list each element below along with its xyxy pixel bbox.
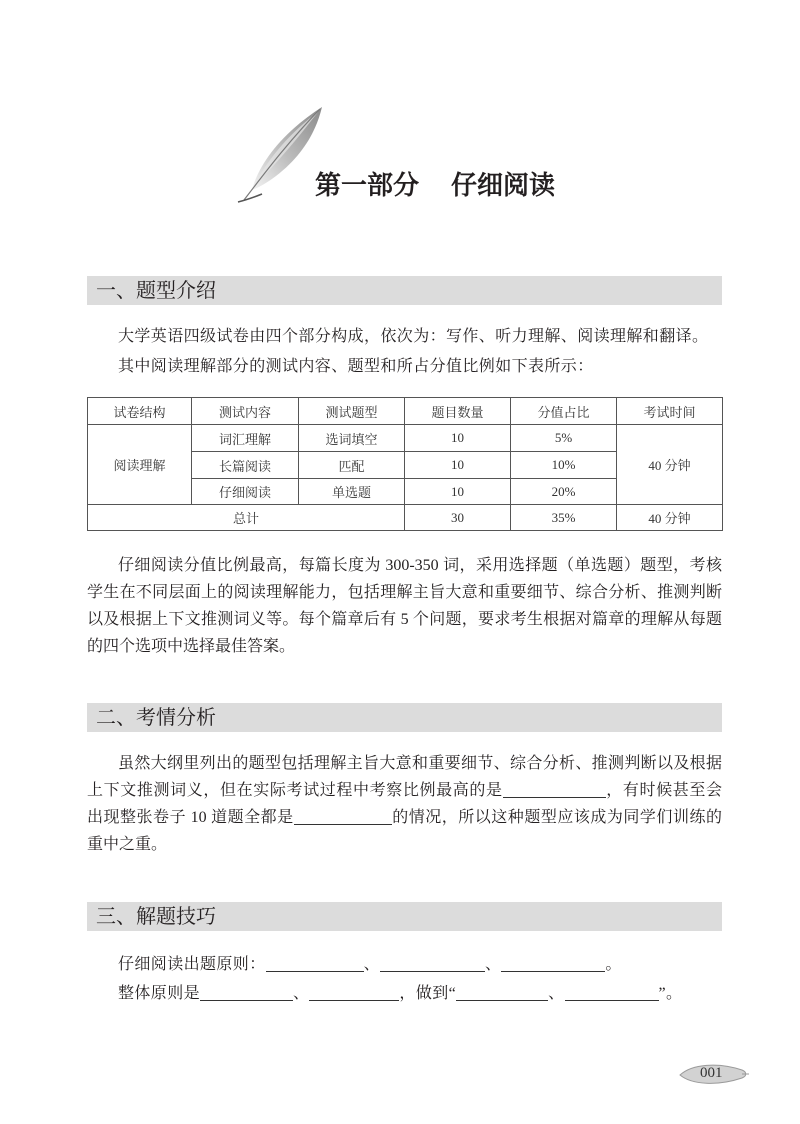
- text-segment: 、: [293, 985, 310, 1002]
- fill-blank: [200, 984, 293, 1001]
- table-row: [88, 425, 723, 452]
- section-heading-3: 三、解题技巧: [87, 902, 722, 931]
- title-part: 第一部分: [315, 171, 420, 201]
- header-cell: 试卷结构: [88, 398, 192, 425]
- fill-blank: [501, 955, 605, 972]
- exam-structure-table: [87, 397, 723, 531]
- header-cell: 考试时间: [617, 398, 723, 425]
- paragraph-line: 仔细阅读分值比例最高，每篇长度为 300-350 词，采用选择题（单选题）题型，考核: [118, 557, 722, 574]
- paragraph-line: [87, 777, 722, 804]
- count-cell: 10: [405, 452, 511, 479]
- share-cell: 20%: [511, 479, 617, 505]
- title-name: 仔细阅读: [451, 171, 556, 201]
- table-total-row: [88, 505, 723, 531]
- page-title: [315, 166, 555, 206]
- exam-analysis-paragraph: [87, 750, 722, 858]
- intro-paragraph: [118, 322, 722, 382]
- table-header-row: [88, 398, 723, 425]
- share-cell: 5%: [511, 425, 617, 452]
- text-segment: 上下文推测词义，但在实际考试过程中考察比例最高的是: [87, 782, 503, 799]
- paragraph-line: [118, 950, 722, 979]
- intro-line: 大学英语四级试卷由四个部分构成，依次为：写作、听力理解、阅读理解和翻译。: [118, 328, 709, 345]
- header-cell: 测试题型: [299, 398, 405, 425]
- text-segment: 。: [605, 956, 622, 973]
- text-segment: ，做到“: [399, 985, 457, 1002]
- page-number: 001: [700, 1065, 723, 1081]
- total-count-cell: 30: [405, 505, 511, 531]
- type-cell: 单选题: [299, 479, 405, 505]
- reading-description-paragraph: [87, 552, 722, 660]
- structure-cell: 阅读理解: [88, 425, 192, 505]
- paragraph-line: 学生在不同层面上的阅读理解能力，包括理解主旨大意和重要细节、综合分析、推测判断: [87, 584, 722, 601]
- type-cell: 选词填空: [299, 425, 405, 452]
- text-segment: 的情况，所以这种题型应该成为同学们训练的: [391, 809, 722, 826]
- header-cell: 测试内容: [192, 398, 299, 425]
- header-cell: 分值占比: [511, 398, 617, 425]
- total-share-cell: 35%: [511, 505, 617, 531]
- fill-blank: [309, 984, 399, 1001]
- count-cell: 10: [405, 479, 511, 505]
- text-segment: 出现整张卷子 10 道题全都是: [87, 809, 294, 826]
- text-segment: ”。: [658, 985, 683, 1002]
- header-cell: 题目数量: [405, 398, 511, 425]
- type-cell: 匹配: [299, 452, 405, 479]
- section-heading-2: 二、考情分析: [87, 703, 722, 732]
- content-cell: 仔细阅读: [192, 479, 299, 505]
- text-segment: 、: [363, 956, 381, 973]
- fill-blank: [456, 984, 548, 1001]
- time-cell: 40 分钟: [617, 425, 723, 505]
- techniques-paragraph: [118, 950, 722, 1008]
- section-heading-1: 一、题型介绍: [87, 276, 722, 305]
- text-segment: 仔细阅读出题原则：: [118, 956, 266, 973]
- fill-blank: [380, 955, 485, 972]
- text-segment: 、: [548, 985, 565, 1002]
- paragraph-line: [118, 979, 722, 1008]
- fill-blank: [565, 984, 659, 1001]
- content-cell: 词汇理解: [192, 425, 299, 452]
- paragraph-line: 重中之重。: [87, 836, 168, 853]
- total-label-cell: 总计: [88, 505, 405, 531]
- text-segment: 整体原则是: [118, 985, 201, 1002]
- text-segment: ，有时候甚至会: [605, 782, 722, 799]
- intro-line: 其中阅读理解部分的测试内容、题型和所占分值比例如下表所示：: [118, 358, 594, 375]
- fill-blank: [503, 781, 606, 798]
- paragraph-line: 虽然大纲里列出的题型包括理解主旨大意和重要细节、综合分析、推测判断以及根据: [118, 755, 722, 772]
- paragraph-line: 的四个选项中选择最佳答案。: [87, 638, 296, 655]
- paragraph-line: 以及根据上下文推测词义等。每个篇章后有 5 个问题，要求考生根据对篇章的理解从每题: [87, 611, 722, 628]
- text-segment: 、: [485, 956, 502, 973]
- paragraph-line: [87, 804, 722, 831]
- count-cell: 10: [405, 425, 511, 452]
- fill-blank: [294, 808, 392, 825]
- content-cell: 长篇阅读: [192, 452, 299, 479]
- fill-blank: [266, 955, 364, 972]
- share-cell: 10%: [511, 452, 617, 479]
- total-time-cell: 40 分钟: [617, 505, 723, 531]
